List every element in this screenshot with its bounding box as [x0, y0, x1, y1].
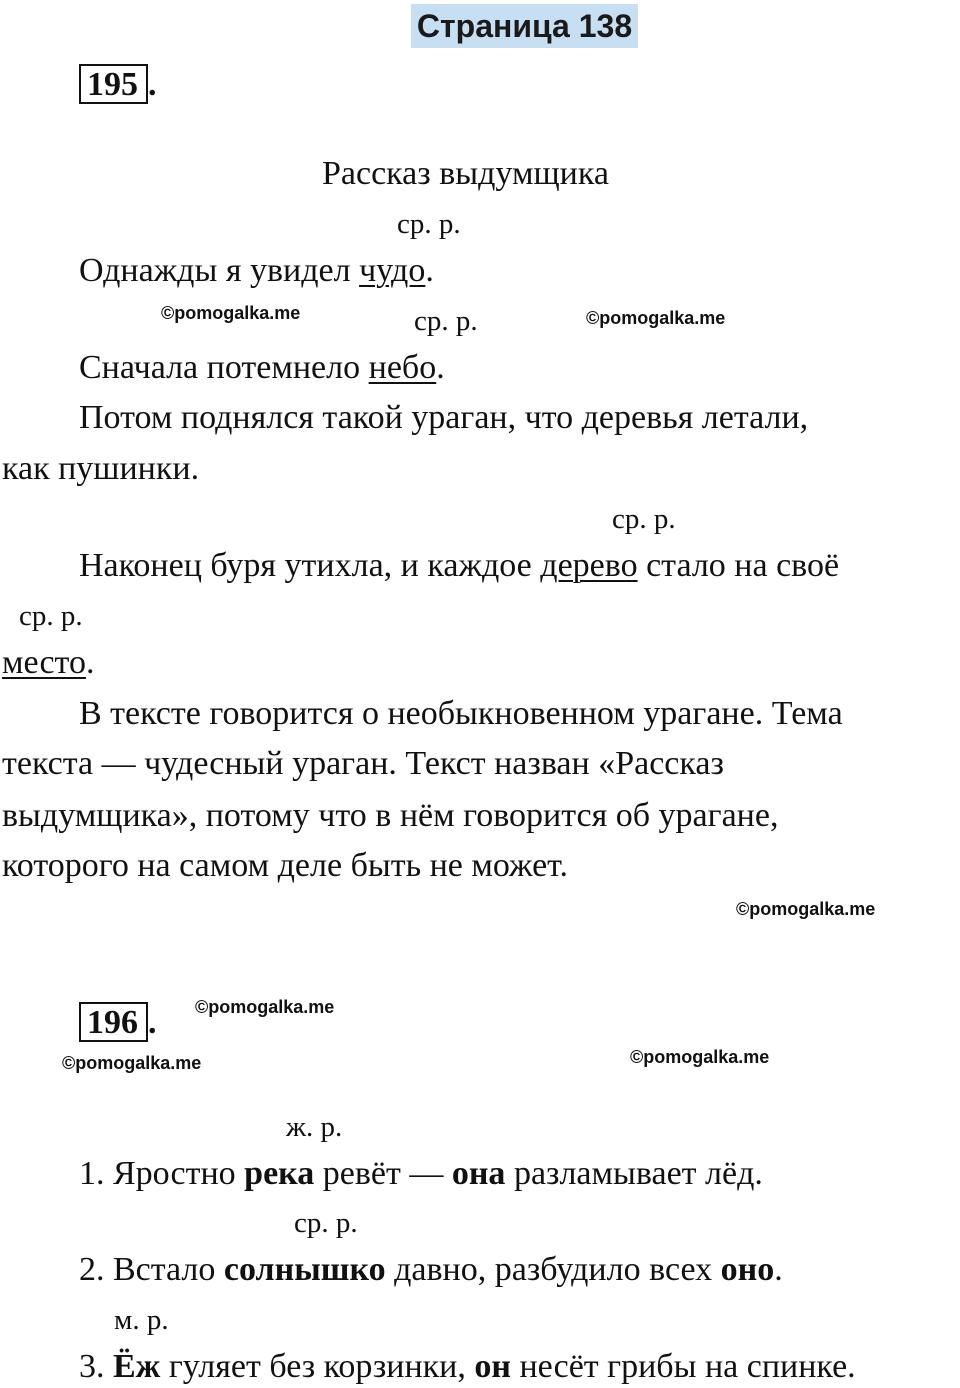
sentence-4-line-2: место.: [2, 644, 95, 681]
watermark: ©pomogalka.me: [630, 1047, 770, 1067]
list-item-3: 3. Ёж гуляет без корзинки, он несёт грибы на спинке.: [79, 1348, 856, 1385]
gender-label: ср. р.: [19, 600, 83, 632]
underlined-noun: небо: [368, 349, 437, 386]
sentence-4-line-1: Наконец буря утихла, и каждое дерево стало на своё: [79, 547, 840, 584]
paragraph-line: которого на самом деле быть не может.: [2, 847, 568, 884]
watermark: ©pomogalka.me: [736, 899, 876, 919]
paragraph-line: текста — чудесный ураган. Текст назван «Рассказ: [2, 745, 724, 782]
story-title: Рассказ выдумщика: [322, 155, 609, 192]
gender-label: ср. р.: [414, 305, 478, 337]
paragraph-line: В тексте говорится о необыкновенном урагане. Тема: [79, 695, 843, 732]
exercise-number-box: 196: [79, 1002, 148, 1042]
underlined-noun: чудо: [359, 252, 426, 289]
gender-label: ср. р.: [612, 503, 676, 535]
bold-pronoun: она: [451, 1155, 506, 1192]
exercise-number-box: 195: [79, 64, 148, 104]
sentence-2: Сначала потемнело небо.: [79, 349, 445, 386]
gender-label: ср. р.: [397, 208, 461, 240]
list-item-1: 1. Яростно река ревёт — она разламывает лёд.: [79, 1155, 763, 1192]
watermark: ©pomogalka.me: [586, 308, 726, 328]
exercise-number-195: 195 .: [79, 64, 157, 105]
gender-label: м. р.: [114, 1304, 169, 1336]
page-title: Страница 138: [411, 4, 638, 48]
watermark: ©pomogalka.me: [195, 997, 335, 1017]
bold-noun: солнышко: [223, 1251, 386, 1288]
watermark: ©pomogalka.me: [62, 1053, 202, 1073]
bold-pronoun: он: [474, 1348, 511, 1385]
gender-label: ср. р.: [294, 1207, 358, 1239]
bold-pronoun: оно: [720, 1251, 775, 1288]
sentence-3-line-2: как пушинки.: [2, 450, 200, 487]
underlined-noun: место: [2, 644, 86, 681]
gender-label: ж. р.: [286, 1111, 343, 1143]
list-item-2: 2. Встало солнышко давно, разбудило всех оно.: [79, 1251, 783, 1288]
sentence-1: Однажды я увидел чудо.: [79, 252, 434, 289]
bold-noun: Ёж: [113, 1348, 161, 1385]
underlined-noun: дерево: [540, 547, 638, 584]
watermark: ©pomogalka.me: [161, 303, 301, 323]
paragraph-line: выдумщика», потому что в нём говорится об урагане,: [2, 797, 779, 834]
bold-noun: река: [244, 1155, 315, 1192]
exercise-number-196: 196 .: [79, 1002, 157, 1043]
sentence-3-line-1: Потом поднялся такой ураган, что деревья летали,: [79, 399, 809, 436]
